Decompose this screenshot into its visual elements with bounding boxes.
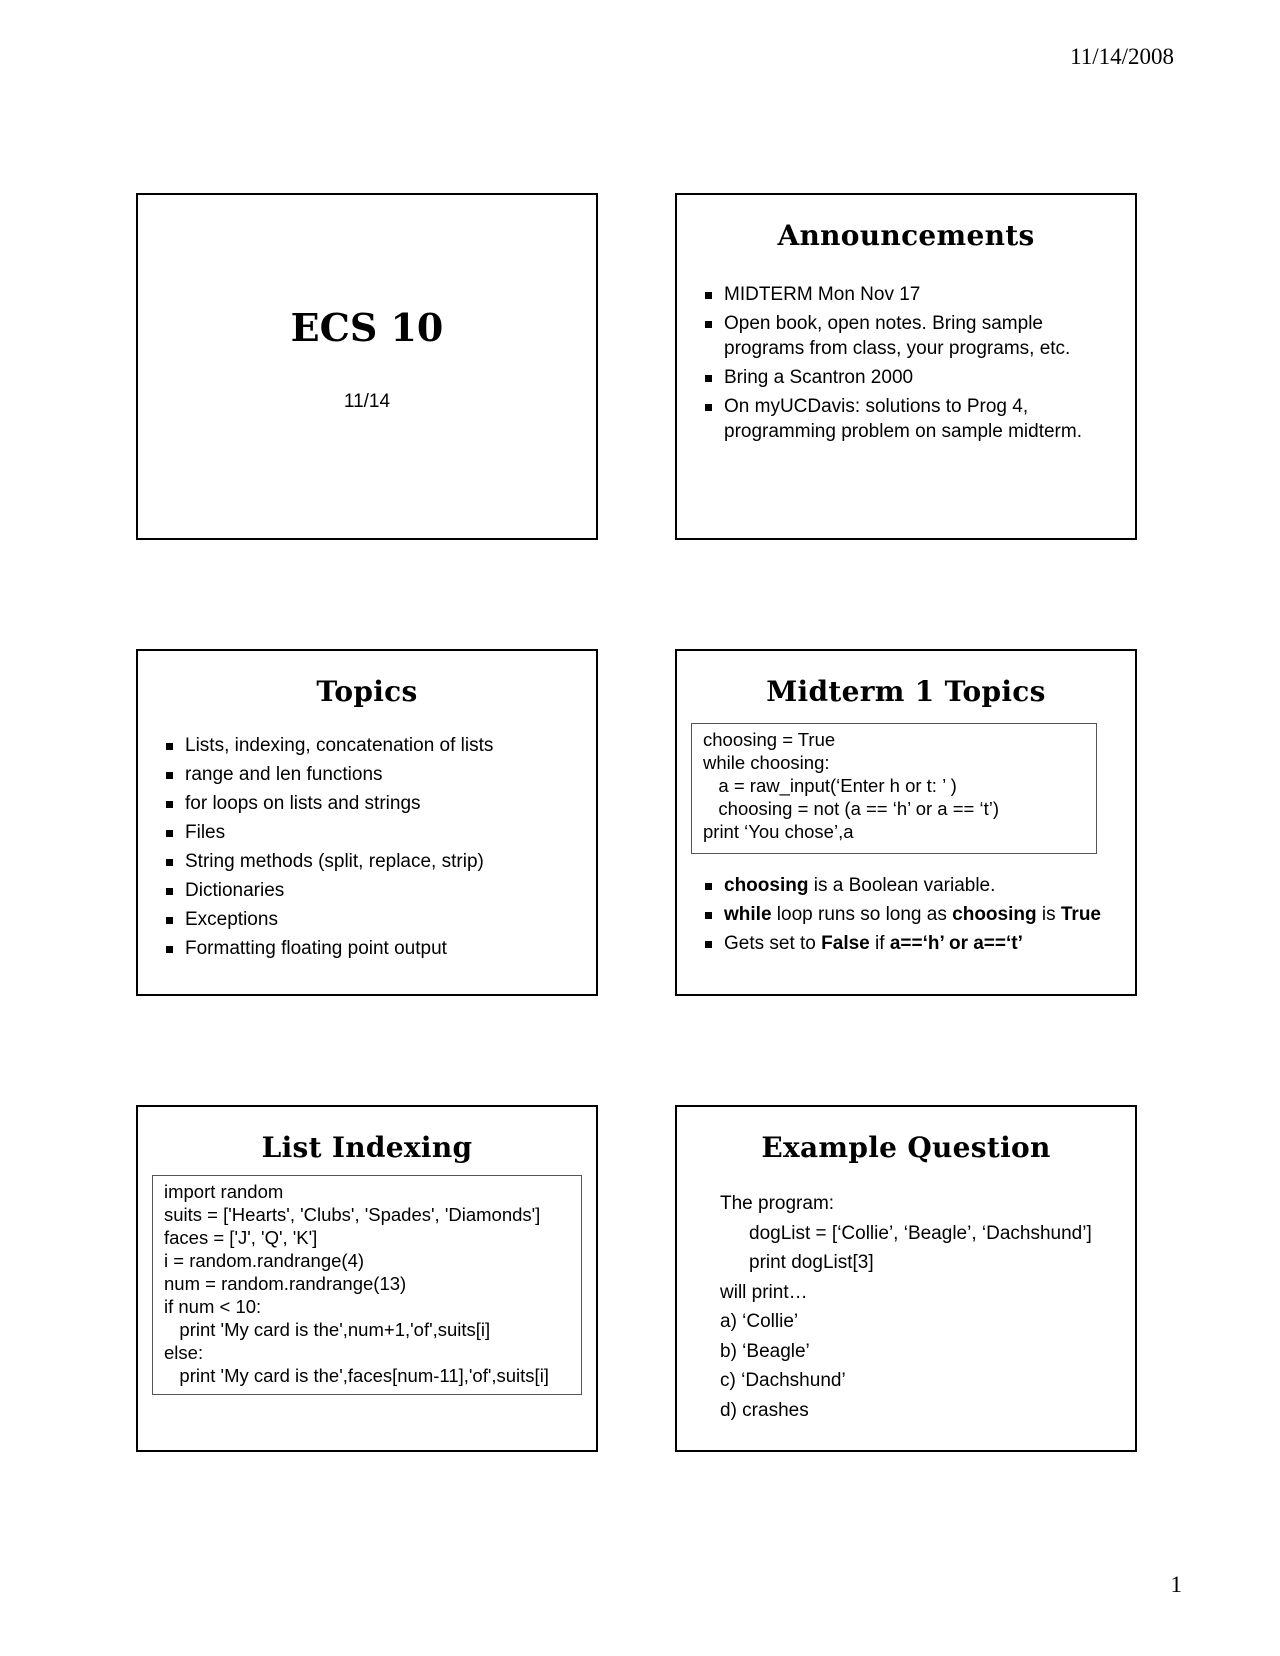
text: loop runs so long as bbox=[771, 904, 953, 925]
question-line: will print… bbox=[720, 1281, 808, 1303]
slide-title: Example Question bbox=[761, 1131, 1051, 1164]
list-item bbox=[704, 873, 1124, 898]
slide-title: Midterm 1 Topics bbox=[766, 675, 1046, 708]
slide-announcements bbox=[675, 193, 1137, 540]
code-line: num = random.randrange(13) bbox=[164, 1273, 407, 1294]
code-line: choosing = not (a == ‘h’ or a == ‘t’) bbox=[703, 798, 999, 819]
code-line: i = random.randrange(4) bbox=[164, 1250, 365, 1271]
slide-list-indexing bbox=[136, 1105, 598, 1452]
code-line: while choosing: bbox=[703, 752, 830, 773]
list-item: Lists, indexing, concatenation of lists bbox=[165, 733, 585, 758]
code-line: if num < 10: bbox=[164, 1296, 262, 1317]
list-item: MIDTERM Mon Nov 17 bbox=[704, 282, 1114, 307]
keyword: choosing bbox=[952, 904, 1037, 925]
slide-example-question bbox=[675, 1105, 1137, 1452]
list-item: Open book, open notes. Bring sample programs from class, your programs, etc. bbox=[704, 311, 1114, 361]
code-line: print ‘You chose’,a bbox=[703, 821, 854, 842]
keyword: choosing bbox=[724, 875, 809, 896]
announcements-list bbox=[704, 282, 1114, 448]
keyword: True bbox=[1060, 904, 1101, 925]
list-item bbox=[704, 931, 1124, 956]
question-code-line: dogList = [‘Collie’, ‘Beagle’, ‘Dachshund’] bbox=[749, 1222, 1092, 1244]
topics-list bbox=[165, 733, 585, 965]
keyword: while bbox=[724, 904, 772, 925]
text: is bbox=[1036, 904, 1061, 925]
answer-option: b) ‘Beagle’ bbox=[720, 1340, 810, 1362]
code-line: a = raw_input(‘Enter h or t: ’ ) bbox=[703, 775, 957, 796]
slide-title: Announcements bbox=[777, 219, 1035, 252]
question-code-line: print dogList[3] bbox=[749, 1252, 874, 1273]
code-line: choosing = True bbox=[703, 729, 836, 750]
list-item: Bring a Scantron 2000 bbox=[704, 365, 1114, 390]
question-body bbox=[720, 1189, 1092, 1425]
answer-option: d) crashes bbox=[720, 1399, 809, 1421]
code-block bbox=[152, 1175, 582, 1395]
list-item bbox=[704, 902, 1124, 927]
list-item: Dictionaries bbox=[165, 878, 585, 903]
keyword: a==‘h’ or a==‘t’ bbox=[889, 933, 1023, 954]
code-line: suits = ['Hearts', 'Clubs', 'Spades', 'Diamonds'] bbox=[164, 1204, 541, 1225]
answer-option: c) ‘Dachshund’ bbox=[720, 1370, 846, 1391]
page-number: 1 bbox=[1170, 1572, 1182, 1597]
code-line: print 'My card is the',num+1,'of',suits[i] bbox=[164, 1319, 491, 1340]
code-block bbox=[691, 723, 1097, 854]
course-date: 11/14 bbox=[343, 391, 391, 412]
slide-title: Topics bbox=[316, 675, 418, 708]
list-item: Files bbox=[165, 820, 585, 845]
course-title: ECS 10 bbox=[290, 305, 444, 350]
slide-title-card bbox=[136, 193, 598, 540]
list-item: Exceptions bbox=[165, 907, 585, 932]
code-line: print 'My card is the',faces[num-11],'of',suits[i] bbox=[164, 1365, 549, 1386]
list-item: On myUCDavis: solutions to Prog 4, programming problem on sample midterm. bbox=[704, 394, 1114, 444]
text: is a Boolean variable. bbox=[808, 875, 996, 896]
answer-option: a) ‘Collie’ bbox=[720, 1311, 799, 1332]
keyword: False bbox=[821, 933, 870, 954]
slide-midterm-topics bbox=[675, 649, 1137, 996]
midterm-notes bbox=[704, 873, 1124, 960]
slide-topics bbox=[136, 649, 598, 996]
question-line: The program: bbox=[720, 1193, 835, 1214]
code-line: else: bbox=[164, 1342, 204, 1363]
text: Gets set to bbox=[724, 933, 822, 954]
code-line: faces = ['J', 'Q', 'K'] bbox=[164, 1227, 318, 1248]
list-item: for loops on lists and strings bbox=[165, 791, 585, 816]
code-line: import random bbox=[164, 1181, 284, 1202]
list-item: Formatting floating point output bbox=[165, 936, 585, 961]
page-date: 11/14/2008 bbox=[1070, 44, 1174, 69]
list-item: range and len functions bbox=[165, 762, 585, 787]
text: if bbox=[869, 933, 890, 954]
list-item: String methods (split, replace, strip) bbox=[165, 849, 585, 874]
slide-title: List Indexing bbox=[261, 1131, 473, 1164]
